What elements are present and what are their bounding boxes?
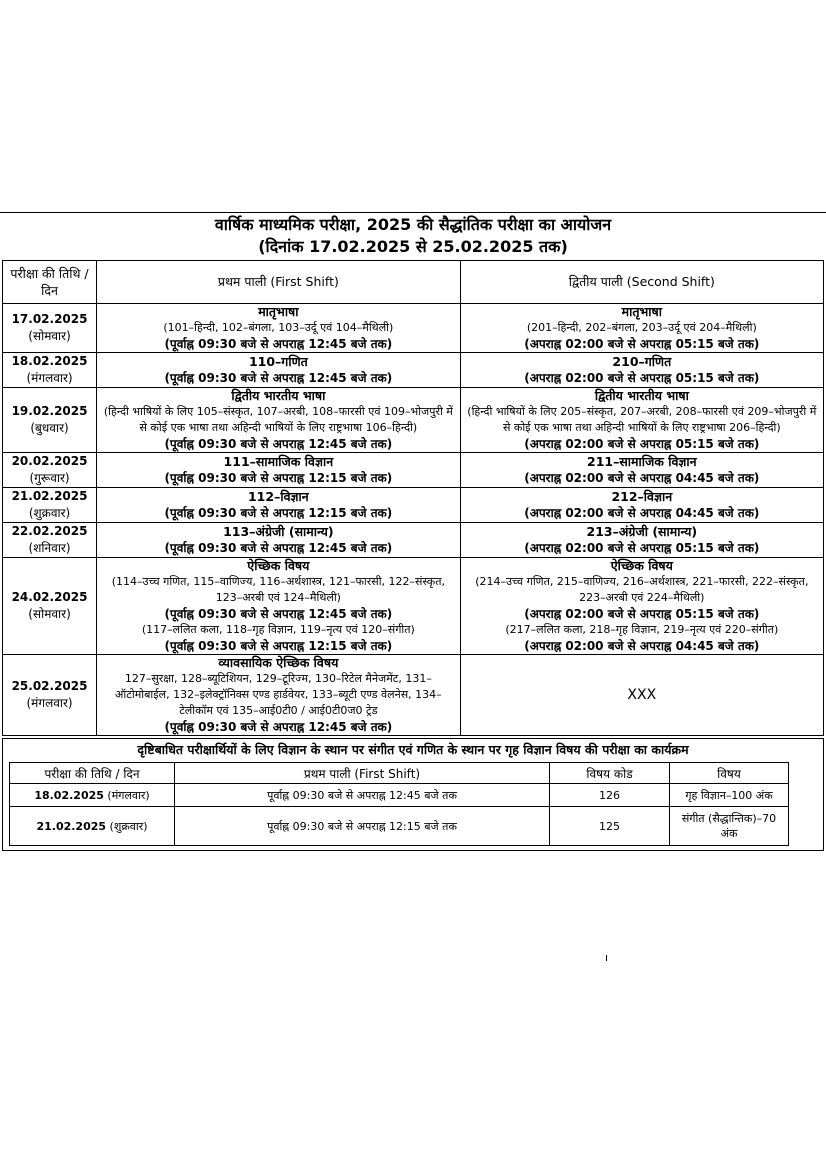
subject-details: (117–ललित कला, 118–गृह विज्ञान, 119–नृत्य एवं 120–संगीत) — [141, 623, 415, 636]
exam-timing: (अपराह्न 02:00 बजे से अपराह्न 05:15 बजे तक) — [524, 607, 760, 621]
vi-code: 126 — [550, 784, 670, 807]
exam-day: (शनिवार) — [28, 541, 71, 555]
subject-name: 211–सामाजिक विज्ञान — [587, 454, 697, 469]
exam-date: 25.02.2025 — [11, 679, 88, 693]
schedule-table — [2, 260, 824, 736]
exam-date-cell — [3, 558, 97, 655]
visually-impaired-section — [2, 738, 824, 851]
exam-timing: (अपराह्न 02:00 बजे से अपराह्न 04:45 बजे तक) — [524, 471, 760, 485]
exam-date-cell — [3, 655, 97, 736]
subject-name: 113–अंग्रेजी (सामान्य) — [223, 524, 334, 539]
exam-timing: (अपराह्न 02:00 बजे से अपराह्न 05:15 बजे तक) — [524, 437, 760, 451]
exam-date-cell — [3, 488, 97, 523]
second-shift-cell — [460, 388, 823, 453]
vi-date: 21.02.2025 — [36, 819, 107, 833]
exam-day: (सोमवार) — [28, 607, 71, 621]
exam-timing: (पूर्वाह्न 09:30 बजे से अपराह्न 12:45 बजे तक) — [164, 541, 393, 555]
subject-name: ऐच्छिक विषय — [247, 558, 310, 573]
subject-name: ऐच्छिक विषय — [610, 558, 673, 573]
exam-timing: (पूर्वाह्न 09:30 बजे से अपराह्न 12:45 बजे तक) — [164, 437, 393, 451]
vi-header-shift: प्रथम पाली (First Shift) — [175, 763, 550, 784]
exam-day: (बुधवार) — [30, 421, 69, 435]
exam-date-cell — [3, 388, 97, 453]
schedule-row — [3, 655, 824, 736]
schedule-header-row — [3, 261, 824, 304]
subject-name: व्यावसायिक ऐच्छिक विषय — [218, 655, 339, 670]
vi-row — [10, 807, 789, 846]
exam-date: 24.02.2025 — [11, 590, 88, 604]
exam-timing: (अपराह्न 02:00 बजे से अपराह्न 05:15 बजे तक) — [524, 371, 760, 385]
subject-details: (214–उच्च गणित, 215–वाणिज्य, 216–अर्थशास्त्र, 221–फारसी, 222–संस्कृत, 223–अरबी एवं 224–मैथिली) — [475, 575, 809, 604]
first-shift-cell — [97, 488, 461, 523]
header-second-shift: द्वितीय पाली (Second Shift) — [460, 261, 823, 304]
exam-date-cell — [3, 304, 97, 353]
exam-timing: (अपराह्न 02:00 बजे से अपराह्न 04:45 बजे तक) — [524, 506, 760, 520]
vi-subject: गृह विज्ञान–100 अंक — [670, 784, 789, 807]
second-shift-cell — [460, 353, 823, 388]
schedule-row — [3, 353, 824, 388]
schedule-row — [3, 304, 824, 353]
first-shift-cell — [97, 655, 461, 736]
schedule-row — [3, 558, 824, 655]
schedule-row — [3, 453, 824, 488]
exam-day: (मंगलवार) — [26, 696, 73, 710]
schedule-body — [3, 304, 824, 736]
vi-row — [10, 784, 789, 807]
subject-name: 111–सामाजिक विज्ञान — [223, 454, 334, 469]
second-shift-cell — [460, 304, 823, 353]
exam-date-cell — [3, 523, 97, 558]
exam-timing: (पूर्वाह्न 09:30 बजे से अपराह्न 12:15 बजे तक) — [164, 506, 393, 520]
subject-name: द्वितीय भारतीय भाषा — [594, 388, 689, 403]
vi-time: पूर्वाह्न 09:30 बजे से अपराह्न 12:45 बजे तक — [175, 784, 550, 807]
exam-schedule-sheet — [0, 212, 826, 851]
header-first-shift: प्रथम पाली (First Shift) — [97, 261, 461, 304]
subject-details: (101–हिन्दी, 102–बंगला, 103–उर्दू एवं 104–मैथिली) — [163, 321, 394, 334]
exam-day: (सोमवार) — [28, 329, 71, 343]
subject-name: 112–विज्ञान — [247, 489, 309, 504]
first-shift-cell — [97, 304, 461, 353]
schedule-row — [3, 488, 824, 523]
first-shift-cell — [97, 453, 461, 488]
vi-time: पूर्वाह्न 09:30 बजे से अपराह्न 12:15 बजे तक — [175, 807, 550, 846]
subject-name: 213–अंग्रेजी (सामान्य) — [586, 524, 698, 539]
vi-header-subject: विषय — [670, 763, 789, 784]
exam-day: (गुरूवार) — [29, 471, 70, 485]
exam-timing: (पूर्वाह्न 09:30 बजे से अपराह्न 12:15 बजे तक) — [164, 639, 393, 653]
subject-name: द्वितीय भारतीय भाषा — [231, 388, 326, 403]
first-shift-cell — [97, 523, 461, 558]
header-date: परीक्षा की तिथि / दिन — [3, 261, 97, 304]
exam-date: 17.02.2025 — [11, 312, 88, 326]
vi-day: (शुक्रवार) — [109, 819, 148, 833]
exam-timing: (अपराह्न 02:00 बजे से अपराह्न 04:45 बजे तक) — [524, 639, 760, 653]
vi-section-title: दृष्टिबाधित परीक्षार्थियों के लिए विज्ञान के स्थान पर संगीत एवं गणित के स्थान पर गृह विज्ञान विषय की परीक्षा का कार्यक्रम — [137, 742, 689, 757]
exam-timing: (पूर्वाह्न 09:30 बजे से अपराह्न 12:45 बजे तक) — [164, 607, 393, 621]
vi-header-code: विषय कोड — [550, 763, 670, 784]
first-shift-cell — [97, 388, 461, 453]
subject-details: (हिन्दी भाषियों के लिए 105–संस्कृत, 107–अरबी, 108–फारसी एवं 109–भोजपुरी में से कोई एक भाषा तथा अहिन्दी भाषियों के लिए राष्ट्रभाषा 106–हिन्दी) — [103, 405, 453, 434]
exam-date: 22.02.2025 — [11, 524, 88, 538]
exam-date: 19.02.2025 — [11, 404, 88, 418]
vi-code: 125 — [550, 807, 670, 846]
vi-day: (मंगलवार) — [107, 788, 150, 802]
no-exam-mark: XXX — [627, 687, 657, 703]
exam-date: 20.02.2025 — [11, 454, 88, 468]
exam-timing: (पूर्वाह्न 09:30 बजे से अपराह्न 12:45 बजे तक) — [164, 720, 393, 734]
vi-header-row — [10, 763, 789, 784]
vi-subject: संगीत (सैद्धान्तिक)–70 अंक — [670, 807, 789, 846]
page-mark — [606, 955, 607, 961]
exam-date-cell — [3, 353, 97, 388]
exam-timing: (अपराह्न 02:00 बजे से अपराह्न 05:15 बजे तक) — [524, 541, 760, 555]
exam-date: 21.02.2025 — [11, 489, 88, 503]
subject-details: (114–उच्च गणित, 115–वाणिज्य, 116–अर्थशास्त्र, 121–फारसी, 122–संस्कृत, 123–अरबी एवं 124–मैथिली) — [111, 575, 445, 604]
subject-name: 110–गणित — [248, 354, 308, 369]
vi-date: 18.02.2025 — [34, 788, 104, 802]
subject-name: मातृभाषा — [621, 304, 662, 319]
subject-details: 127–सुरक्षा, 128–ब्यूटिशियन, 129–टूरिज्म, 130–रिटेल मैनेजमेंट, 131–ऑटोमोबाईल, 132–इलेक्ट्रॉनिक्स एण्ड हार्डवेयर, 133–ब्यूटी एण्ड वेलनेस, 134–टेलीकॉम एवं 135–आई0टी0 / आई0टी0ज0 ट्रेड — [115, 672, 442, 717]
schedule-row — [3, 523, 824, 558]
exam-timing: (अपराह्न 02:00 बजे से अपराह्न 05:15 बजे तक) — [524, 337, 760, 351]
subject-name: मातृभाषा — [258, 304, 299, 319]
exam-timing: (पूर्वाह्न 09:30 बजे से अपराह्न 12:15 बजे तक) — [164, 471, 393, 485]
exam-day: (मंगलवार) — [26, 371, 73, 385]
second-shift-cell — [460, 558, 823, 655]
page-title: वार्षिक माध्यमिक परीक्षा, 2025 की सैद्धांतिक परीक्षा का आयोजन — [214, 215, 612, 234]
first-shift-cell — [97, 353, 461, 388]
page-subtitle: (दिनांक 17.02.2025 से 25.02.2025 तक) — [258, 237, 568, 256]
exam-day: (शुक्रवार) — [28, 506, 71, 520]
exam-date-cell — [3, 453, 97, 488]
vi-header-date: परीक्षा की तिथि / दिन — [10, 763, 175, 784]
subject-details: (हिन्दी भाषियों के लिए 205–संस्कृत, 207–अरबी, 208–फारसी एवं 209–भोजपुरी में से कोई एक भाषा तथा अहिन्दी भाषियों के लिए राष्ट्रभाषा 206–हिन्दी) — [467, 405, 817, 434]
exam-timing: (पूर्वाह्न 09:30 बजे से अपराह्न 12:45 बजे तक) — [164, 371, 393, 385]
second-shift-cell — [460, 655, 823, 736]
second-shift-cell — [460, 453, 823, 488]
second-shift-cell — [460, 488, 823, 523]
subject-details: (201–हिन्दी, 202–बंगला, 203–उर्दू एवं 204–मैथिली) — [526, 321, 757, 334]
exam-timing: (पूर्वाह्न 09:30 बजे से अपराह्न 12:45 बजे तक) — [164, 337, 393, 351]
first-shift-cell — [97, 558, 461, 655]
schedule-row — [3, 388, 824, 453]
vi-table — [9, 762, 789, 846]
subject-name: 212–विज्ञान — [611, 489, 673, 504]
subject-details: (217–ललित कला, 218–गृह विज्ञान, 219–नृत्य एवं 220–संगीत) — [505, 623, 779, 636]
second-shift-cell — [460, 523, 823, 558]
exam-date: 18.02.2025 — [11, 354, 88, 368]
subject-name: 210–गणित — [612, 354, 672, 369]
